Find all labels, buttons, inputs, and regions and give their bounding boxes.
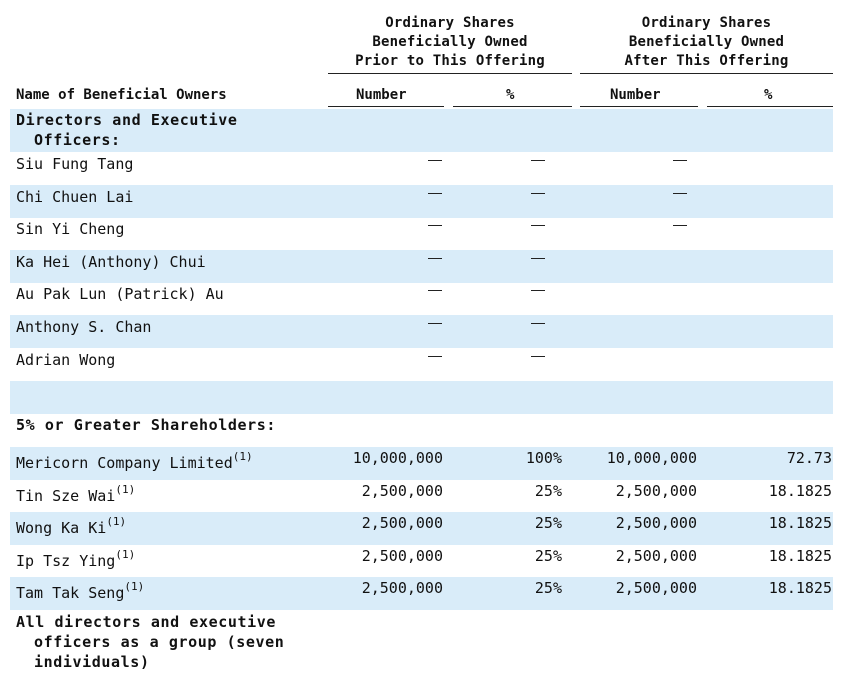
director-row: [10, 282, 833, 315]
section-label-directors: [16, 110, 238, 150]
header-number-prior: Number: [356, 87, 407, 103]
shares-number-prior: 2,500,000: [361, 579, 443, 598]
shareholder-name: [16, 515, 127, 538]
header-group-prior-line: Ordinary Shares: [385, 15, 515, 31]
shareholder-name-text: Tam Tak Seng: [16, 584, 125, 603]
shareholder-name: [16, 482, 136, 506]
shares-number-after: 2,500,000: [615, 579, 697, 598]
director-row: [10, 217, 833, 250]
shareholder-row: [10, 577, 833, 610]
footnote-ref: (1): [115, 547, 136, 561]
shares-percent-after: 18.1825: [768, 481, 832, 500]
group-total-line: officers as a group (seven: [34, 633, 285, 651]
dash-percent-prior: [531, 258, 545, 259]
director-name: Ka Hei (Anthony) Chui: [16, 252, 206, 271]
footnote-ref: (1): [124, 580, 145, 594]
dash-number-prior: [428, 225, 442, 226]
director-row: [10, 348, 833, 381]
dash-number-prior: [428, 356, 442, 357]
dash-number-prior: [428, 160, 442, 161]
shareholder-name-text: Wong Ka Ki: [16, 519, 107, 538]
director-name: Chi Chuen Lai: [16, 187, 134, 206]
dash-number-prior: [428, 323, 442, 324]
shares-number-prior: 2,500,000: [361, 546, 443, 565]
shareholder-name-text: Ip Tsz Ying: [16, 551, 116, 570]
section-row-greater-shareholders: [10, 414, 833, 447]
dash-percent-prior: [531, 160, 545, 161]
director-row: [10, 152, 833, 185]
director-row: [10, 250, 833, 283]
shares-percent-prior: 25%: [534, 514, 562, 533]
shares-number-prior: 2,500,000: [361, 514, 443, 533]
shares-number-prior: 10,000,000: [352, 449, 443, 467]
shares-number-after: 2,500,000: [615, 546, 697, 565]
dash-percent-prior: [531, 225, 545, 226]
group-total-line: individuals): [34, 653, 150, 671]
shareholder-name: [16, 450, 253, 473]
dash-number-after: [673, 225, 687, 226]
director-name: Au Pak Lun (Patrick) Au: [16, 285, 224, 304]
dash-number-prior: [428, 193, 442, 194]
group-total-label: [16, 612, 284, 672]
group-total-line: All directors and executive: [16, 613, 277, 631]
shares-percent-after: 18.1825: [768, 546, 832, 565]
shares-percent-after: 18.1825: [768, 579, 832, 598]
shareholder-row: [10, 512, 833, 545]
shareholder-row: [10, 447, 833, 480]
footnote-ref: (1): [115, 482, 136, 496]
shares-percent-prior: 25%: [534, 481, 562, 500]
dash-number-prior: [428, 290, 442, 291]
dash-percent-prior: [531, 193, 545, 194]
shares-number-prior: 2,500,000: [361, 481, 443, 500]
shares-percent-after: 18.1825: [768, 514, 832, 533]
header-group-after-rule: [580, 73, 833, 74]
dash-number-prior: [428, 258, 442, 259]
section-label-greater-shareholders: 5% or Greater Shareholders:: [16, 416, 277, 434]
header-group-after-line: After This Offering: [624, 53, 789, 69]
dash-number-after: [673, 193, 687, 194]
shares-percent-prior: 25%: [534, 546, 562, 565]
section-label-line: Directors and Executive: [16, 111, 238, 129]
header-group-after: [580, 14, 833, 71]
footnote-ref: (1): [232, 450, 253, 463]
shares-number-after: 2,500,000: [615, 514, 697, 533]
shares-percent-prior: 25%: [534, 579, 562, 598]
dash-number-after: [673, 160, 687, 161]
shares-number-after: 2,500,000: [615, 481, 697, 500]
header-number-after-rule: [580, 106, 698, 107]
header-group-prior-line: Prior to This Offering: [355, 53, 545, 69]
shareholder-name-text: Mericorn Company Limited: [16, 454, 233, 472]
header-group-prior-rule: [328, 73, 572, 74]
shareholder-row: [10, 480, 833, 513]
shares-number-after: 10,000,000: [606, 449, 697, 467]
header-percent-prior: %: [506, 87, 515, 103]
header-number-prior-rule: [328, 106, 444, 107]
header-percent-after-rule: [707, 106, 833, 107]
shareholder-row: [10, 545, 833, 578]
header-percent-after: %: [764, 87, 773, 103]
director-name: Sin Yi Cheng: [16, 220, 125, 239]
section-row-directors: [10, 109, 833, 152]
header-group-prior-line: Beneficially Owned: [372, 34, 528, 50]
shareholder-name-text: Tin Sze Wai: [16, 486, 116, 505]
director-name: Anthony S. Chan: [16, 318, 152, 336]
dash-percent-prior: [531, 356, 545, 357]
section-label-line: Officers:: [34, 131, 121, 149]
shares-percent-after: 72.73: [786, 449, 832, 467]
header-group-prior: [328, 14, 572, 71]
director-row: [10, 315, 833, 348]
director-name: Siu Fung Tang: [16, 155, 134, 173]
header-number-after: Number: [610, 87, 661, 103]
header-group-after-line: Beneficially Owned: [628, 34, 785, 50]
director-row: [10, 185, 833, 218]
dash-percent-prior: [531, 323, 545, 324]
shareholder-name: [16, 580, 145, 603]
shareholder-name: [16, 547, 136, 571]
dash-percent-prior: [531, 290, 545, 291]
header-name-of-beneficial-owners: Name of Beneficial Owners: [16, 87, 227, 103]
header-group-after-line: Ordinary Shares: [641, 15, 772, 31]
section-row-group-total: [10, 610, 833, 676]
footnote-ref: (1): [106, 515, 127, 529]
spacer-row: [10, 381, 833, 414]
shares-percent-prior: 100%: [525, 449, 562, 467]
header-percent-prior-rule: [453, 106, 572, 107]
director-name: Adrian Wong: [16, 350, 116, 369]
